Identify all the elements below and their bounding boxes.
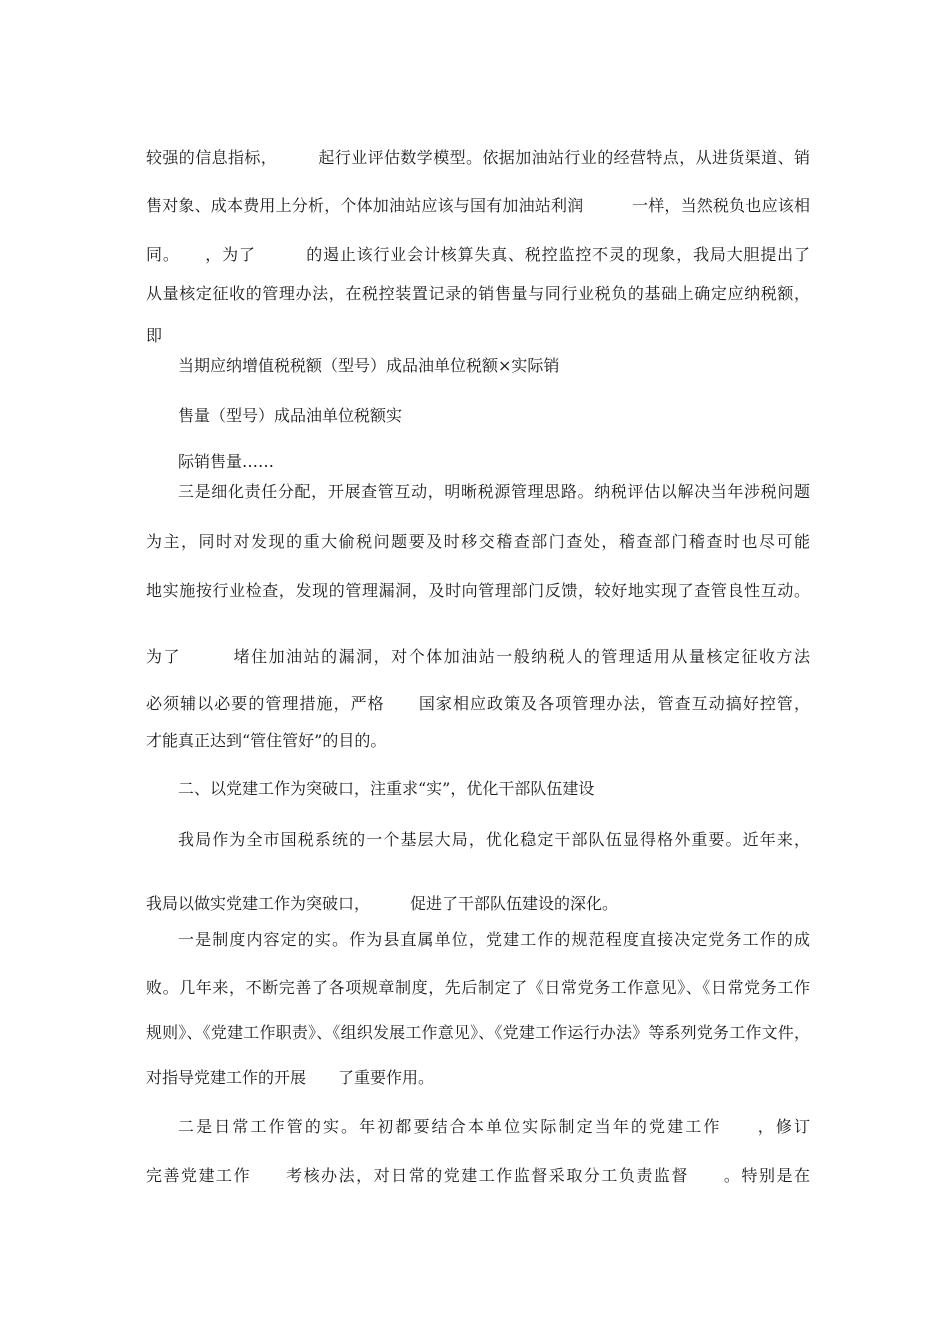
- text-line-21: 对指导党建工作的开展 了重要作用。: [146, 1068, 435, 1087]
- text-line-18: 一是制度内容定的实。作为县直属单位，党建工作的规范程度直接决定党务工作的成: [178, 930, 810, 949]
- text-line-14: 才能真正达到“管住管好”的目的。: [146, 731, 387, 750]
- text-line-11: 地实施按行业检查，发现的管理漏洞，及时向管理部门反馈，较好地实现了查管良性互动。: [146, 581, 810, 600]
- text-line-4: 从量核定征收的管理办法，在税控装置记录的销售量与同行业税负的基础上确定应纳税额，: [146, 284, 810, 303]
- formula-line-2: 售量（型号）成品油单位税额实: [178, 406, 403, 425]
- text-line-16: 我局作为全市国税系统的一个基层大局，优化稳定干部队伍显得格外重要。近年来，: [178, 830, 810, 849]
- text-line-19: 败。几年来，不断完善了各项规章制度，先后制定了《日常党务工作意见》、《日常党务工作: [146, 978, 810, 997]
- text-line-13: 必须辅以必要的管理措施，严格 国家相应政策及各项管理办法，管查互动搞好控管，: [146, 694, 810, 713]
- text-line-22: 二是日常工作管的实。年初都要结合本单位实际制定当年的党建工作 ，修订: [178, 1117, 810, 1136]
- text-line-2: 售对象、成本费用上分析，个体加油站应该与国有加油站利润 一样，当然税负也应该相: [146, 196, 810, 215]
- formula-line-3: 际销售量……: [178, 452, 275, 471]
- formula-line-1: 当期应纳增值税税额（型号）成品油单位税额×实际销: [178, 356, 560, 375]
- text-line-23: 完善党建工作 考核办法，对日常的党建工作监督采取分工负责监督 。特别是在: [146, 1166, 810, 1185]
- text-line-17: 我局以做实党建工作为突破口， 促进了干部队伍建设的深化。: [146, 894, 619, 913]
- text-line-5: 即: [146, 326, 163, 345]
- text-line-1: 较强的信息指标， 起行业评估数学模型。依据加油站行业的经营特点，从进货渠道、销: [146, 148, 810, 167]
- text-line-12: 为了 堵住加油站的漏洞，对个体加油站一般纳税人的管理适用从量核定征收方法: [146, 647, 810, 666]
- section-heading: 二、以党建工作为突破口，注重求“实”，优化干部队伍建设: [178, 779, 595, 798]
- text-line-20: 规则》、《党建工作职责》、《组织发展工作意见》、《党建工作运行办法》等系列党务工作文件，: [146, 1023, 810, 1042]
- text-line-3: 同。 ，为了 的遏止该行业会计核算失真、税控监控不灵的现象，我局大胆提出了: [146, 245, 810, 264]
- text-line-10: 为主，同时对发现的重大偷税问题要及时移交稽查部门查处，稽查部门稽查时也尽可能: [146, 532, 810, 551]
- text-line-9: 三是细化责任分配，开展查管互动，明晰税源管理思路。纳税评估以解决当年涉税问题: [178, 482, 810, 501]
